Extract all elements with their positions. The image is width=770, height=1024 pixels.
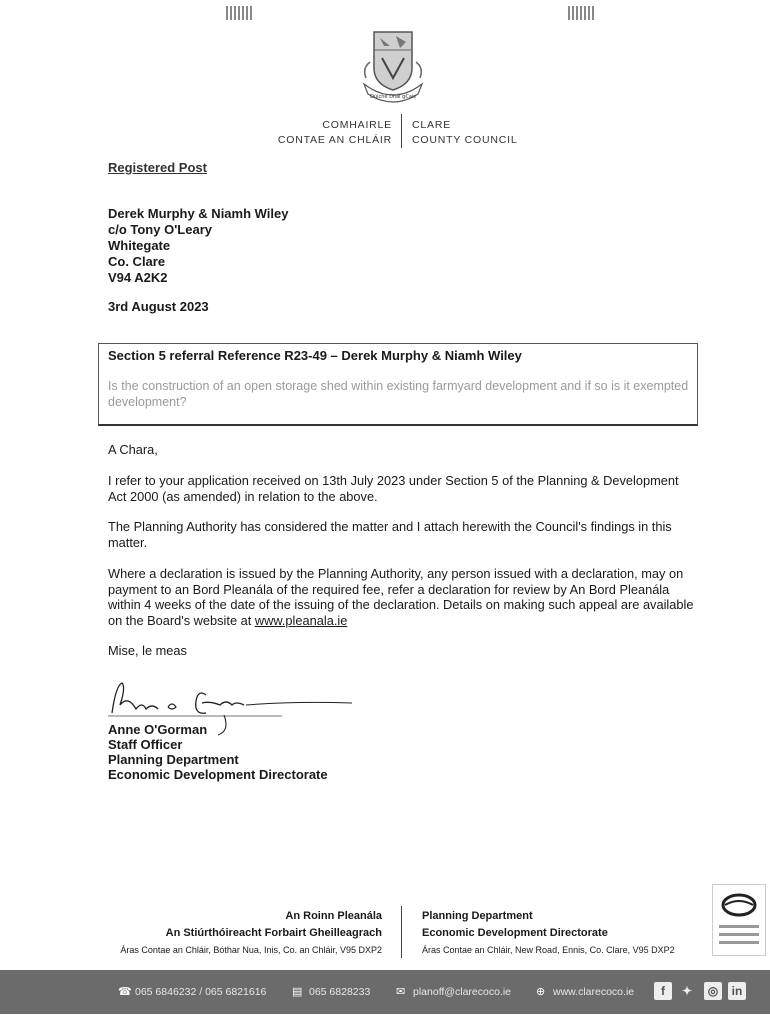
reference-title: Section 5 referral Reference R23-49 – Derek Murphy & Niamh Wiley <box>108 348 522 363</box>
paragraph-application: I refer to your application received on 13th July 2023 under Section 5 of the Planning & Development Act 2000 (as amended) in relation to the above. <box>108 473 679 504</box>
paragraph-appeal: Where a declaration is issued by the Planning Authority, any person issued with a declaration, may on payment to an Bord Pleanála of the required fee, refer a declaration for review by An Bord Pleanála within 4 weeks of the date of the issuing of the declaration. Details on making such appeal are available on the Board's website at www.pleanala.ie <box>108 566 694 628</box>
svg-text:Dúiche Dhál gCais: Dúiche Dhál gCais <box>370 94 416 100</box>
paragraph-findings: The Planning Authority has considered the matter and I attach herewith the Council's findings in this matter. <box>108 519 672 550</box>
contact-web: ⊕ www.clarecoco.ie <box>536 986 635 998</box>
pleanala-website-link[interactable]: www.pleanala.ie <box>254 612 348 628</box>
salutation: A Chara, <box>108 442 158 457</box>
header-divider <box>401 114 402 148</box>
contact-bar <box>0 970 770 1014</box>
council-name-irish: COMHAIRLE CONTAE AN CHLÁIR <box>277 119 392 146</box>
footer-english: Planning Department Economic Development Directorate Áras Contae an Chláir, New Road, Ennis, Co. Clare, V95 DXP2 <box>422 910 675 955</box>
phone-icon: ☎ <box>118 986 132 998</box>
globe-icon: ⊕ <box>536 986 546 998</box>
contact-fax: ▤ 065 6828233 <box>292 986 371 998</box>
registered-post-label: Registered Post <box>108 160 207 175</box>
contact-email: ✉ planoff@clarecoco.ie <box>396 986 512 998</box>
closing: Mise, le meas <box>108 643 187 658</box>
linkedin-icon[interactable]: in <box>728 982 746 1000</box>
footer-divider <box>401 906 402 958</box>
instagram-icon[interactable]: ◎ <box>704 982 722 1000</box>
signatory-block: Anne O'Gorman Staff Officer Planning Department Economic Development Directorate <box>108 722 328 782</box>
twitter-icon[interactable]: ✦ <box>681 984 693 998</box>
recipient-address: Derek Murphy & Niamh Wiley c/o Tony O'Leary Whitegate Co. Clare V94 A2K2 <box>108 206 289 285</box>
email-icon: ✉ <box>396 986 406 998</box>
scan-mark-left <box>226 6 254 20</box>
contact-phone: ☎ 065 6846232 / 065 6821616 <box>118 986 267 998</box>
council-crest-logo <box>360 28 426 104</box>
letter-date: 3rd August 2023 <box>108 299 209 314</box>
council-name-english: CLARE COUNTY COUNCIL <box>412 119 518 146</box>
reference-question: Is the construction of an open storage shed within existing farmyard development and if so is it exempted development? <box>108 379 689 409</box>
facebook-icon[interactable]: f <box>654 982 672 1000</box>
footer-irish: An Roinn Pleanála An Stiúrthóireacht Forbairt Gheilleagrach Áras Contae an Chláir, Bóthar Nua, Inis, Co. an Chláir, V95 DXP2 <box>120 910 382 955</box>
fax-icon: ▤ <box>292 986 303 998</box>
iso-certification-logo <box>712 884 766 956</box>
scan-mark-right <box>568 6 596 20</box>
